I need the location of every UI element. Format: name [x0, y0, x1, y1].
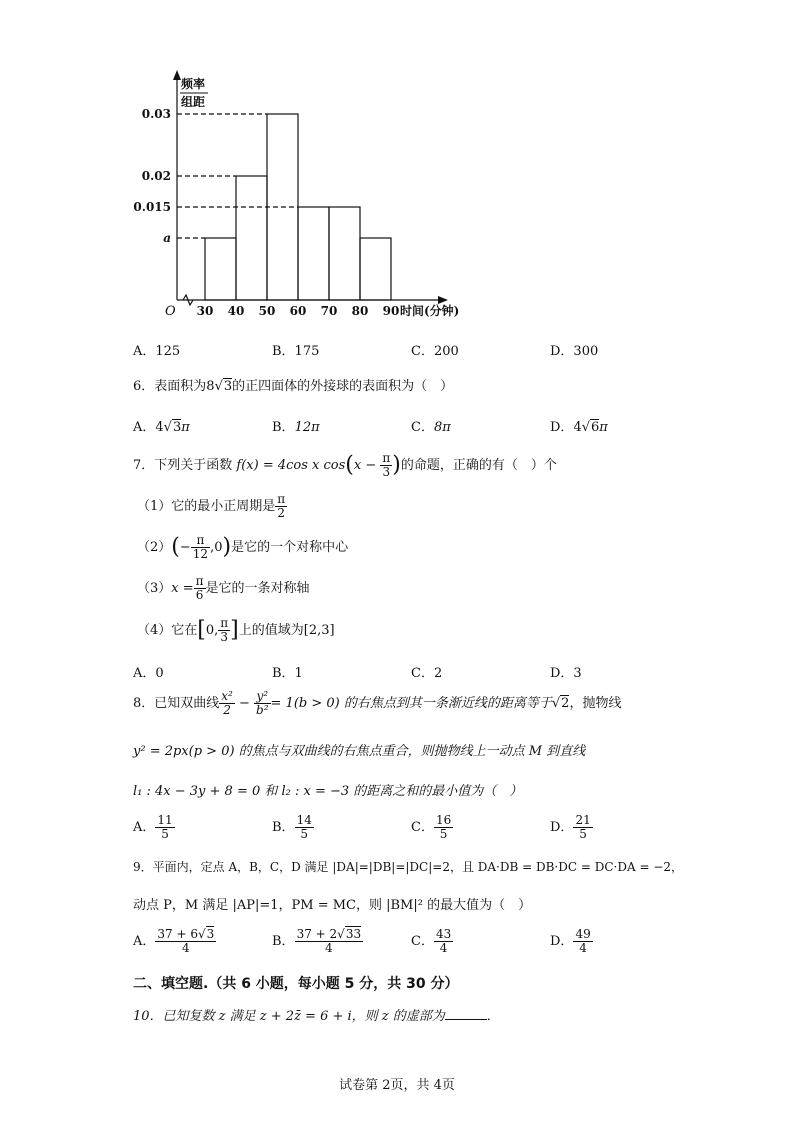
q6-option-c: C．8π — [411, 420, 451, 435]
x-axis-label: 时间(分钟) — [400, 304, 460, 318]
x-tick-label: 40 — [227, 304, 245, 318]
frequency-histogram — [0, 0, 794, 330]
q8-stem-line-3: l₁ : 4x − 3y + 8 = 0 和 l₂ : x = −3 的距离之和的最小值为（ ） — [133, 784, 523, 799]
x-tick-label: 50 — [258, 304, 276, 318]
q7-statement-3: （3）x = $\frac{\pi}{6}$ 是它的一条对称轴 — [137, 574, 310, 602]
x-axis-arrow — [438, 296, 448, 304]
q7-option-a: A．0 — [133, 666, 164, 681]
q6-option-b: B．12π — [272, 420, 320, 435]
origin-label: O — [165, 304, 176, 319]
q7-option-b: B．1 — [272, 666, 303, 681]
q7-statement-4: （4）它在[0, $\frac{\pi}{3}$ ]上的值域为[2,3] — [137, 616, 335, 644]
histogram-bar — [298, 207, 329, 300]
y-axis-label-numerator: 频率 — [181, 77, 206, 91]
q6-stem: 6．表面积为8√3的正四面体的外接球的表面积为（ ） — [133, 379, 454, 394]
q5-option-b: B．175 — [272, 344, 320, 359]
q9-stem-line-2: 动点 P，M 满足 |AP|=1，PM = MC，则 |BM|² 的最大值为（ ） — [133, 898, 532, 913]
q8-option-d: D． $\frac{21}{5}$ — [550, 813, 591, 841]
y-tick-label: 0.015 — [133, 200, 171, 214]
q9-option-a: A． $\frac{37 + 6√3}{4}$ — [133, 927, 215, 955]
q8-option-b: B． $\frac{14}{5}$ — [272, 813, 312, 841]
histogram-bar — [205, 238, 236, 300]
q8-stem-line-1: 8．已知双曲线 $\frac{\text{x²}}{2}$ − $\frac{\text{y²}}{\text{b²}}$ = 1(b > 0) 的右焦点到其一条渐近线的距离等于√2，抛物线 — [133, 689, 622, 717]
y-tick-label: 0.03 — [141, 107, 171, 121]
q5-option-a: A．125 — [133, 344, 181, 359]
y-tick-label: 0.02 — [141, 169, 171, 183]
histogram-bar — [329, 207, 360, 300]
q9-option-d: D． $\frac{49}{4}$ — [550, 927, 591, 955]
q5-option-d: D．300 — [550, 344, 599, 359]
q9-stem-line-1: 9．平面内，定点 A，B，C，D 满足 |DA|=|DB|=|DC|=2，且 DA·DB = DB·DC = DC·DA = −2， — [133, 860, 684, 874]
q7-statement-1: （1）它的最小正周期是 $\frac{\pi}{2}$ — [137, 492, 286, 520]
y-axis-label-denominator: 组距 — [181, 95, 206, 109]
q9-option-b: B． $\frac{37 + 2√33}{4}$ — [272, 927, 362, 955]
q8-option-a: A． $\frac{11}{5}$ — [133, 813, 173, 841]
section-title-fill-in: 二、填空题.（共 6 小题，每小题 5 分，共 30 分） — [133, 976, 459, 992]
q9-option-c: C． $\frac{43}{4}$ — [411, 927, 452, 955]
q7-option-c: C．2 — [411, 666, 443, 681]
histogram-bar — [236, 176, 267, 300]
x-tick-label: 80 — [351, 304, 369, 318]
answer-blank[interactable] — [445, 1007, 487, 1020]
q5-option-c: C．200 — [411, 344, 459, 359]
q7-statement-2: （2）(− $\frac{\pi}{12}$ ,0)是它的一个对称中心 — [137, 533, 349, 561]
q8-option-c: C． $\frac{16}{5}$ — [411, 813, 452, 841]
q8-stem-line-2: y² = 2px(p > 0) 的焦点与双曲线的右焦点重合，则抛物线上一动点 M 到直线 — [133, 744, 586, 759]
y-axis-arrow — [173, 70, 181, 80]
q6-option-a: A．4√3π — [133, 420, 190, 435]
page-footer: 试卷第 2页，共 4页 — [339, 1078, 455, 1093]
x-tick-label: 30 — [196, 304, 214, 318]
x-tick-label: 60 — [289, 304, 307, 318]
q10-stem: 10．已知复数 z 满足 z + 2z̄ = 6 + i，则 z 的虚部为 ． — [133, 1009, 500, 1024]
x-tick-label: 90 — [382, 304, 400, 318]
histogram-bar — [360, 238, 391, 300]
q6-option-d: D．4√6π — [550, 420, 608, 435]
q7-option-d: D．3 — [550, 666, 582, 681]
x-tick-label: 70 — [320, 304, 338, 318]
y-tick-label: a — [163, 231, 171, 245]
q7-stem: 7．下列关于函数 f(x) = 4cos x cos(x − $\frac{\pi}{3}$ )的命题，正确的有（ ）个 — [133, 451, 557, 479]
